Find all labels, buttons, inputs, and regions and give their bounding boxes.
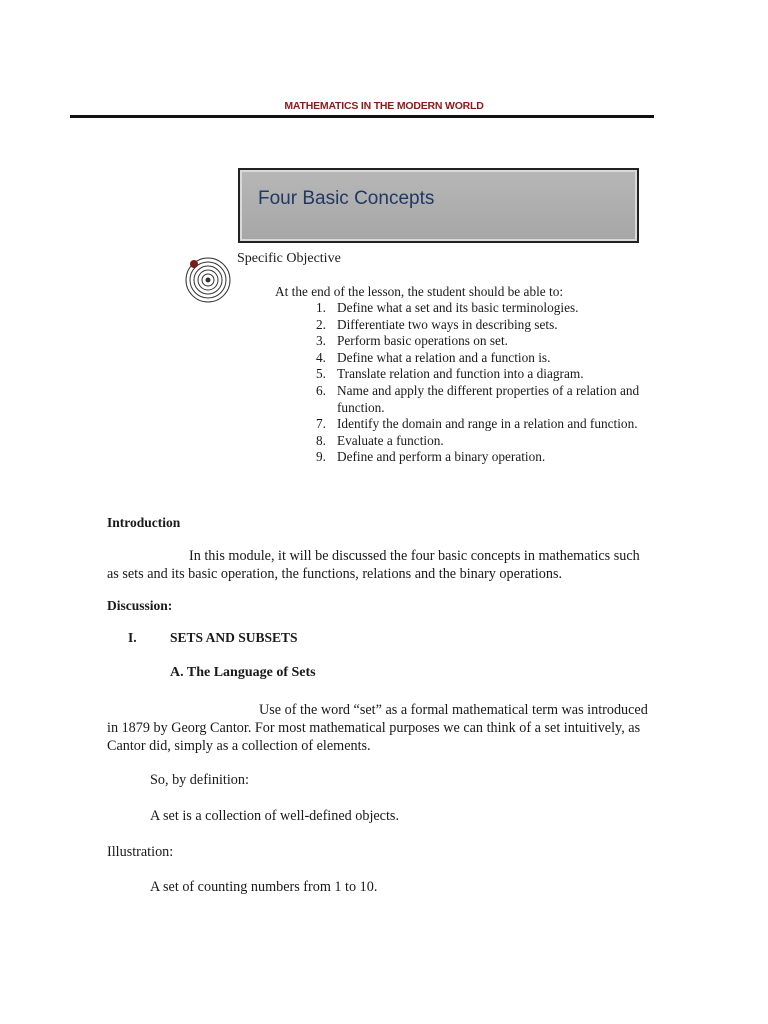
- section-title: SETS AND SUBSETS: [170, 630, 298, 645]
- list-number: 3.: [316, 333, 326, 349]
- list-item: [316, 416, 646, 433]
- introduction-paragraph: In this module, it will be discussed the four basic concepts in mathematics such as sets and its basic operation, the functions, relations and the binary operations.: [107, 548, 640, 582]
- cantor-paragraph: Use of the word “set” as a formal mathematical term was introduced in 1879 by Georg Cantor. For most mathematical purposes we can think of a set intuitively, as Cantor did, simply as a collection of elements.: [107, 702, 648, 754]
- list-text: Identify the domain and range in a relation and function.: [337, 416, 638, 432]
- list-text: Define what a relation and a function is.: [337, 349, 551, 365]
- list-number: 4.: [316, 349, 326, 365]
- list-item: [316, 333, 646, 350]
- objective-list: [316, 300, 646, 466]
- list-number: 5.: [316, 366, 326, 382]
- introduction-heading: Introduction: [107, 515, 181, 530]
- list-item: [316, 350, 646, 367]
- subsection-title: A. The Language of Sets: [170, 665, 316, 680]
- list-item: [316, 433, 646, 450]
- list-number: 1.: [316, 300, 326, 315]
- illustration-heading: Illustration:: [107, 844, 174, 860]
- list-item: [316, 383, 646, 416]
- definition-lead: So, by definition:: [150, 772, 249, 788]
- objective-intro: At the end of the lesson, the student should be able to:: [275, 284, 564, 299]
- list-number: 8.: [316, 432, 326, 448]
- list-number: 6.: [316, 382, 326, 398]
- list-number: 7.: [316, 416, 326, 432]
- title-box: [238, 168, 639, 243]
- list-number: 2.: [316, 316, 326, 332]
- list-item: [316, 449, 646, 466]
- illustration-text: A set of counting numbers from 1 to 10.: [150, 879, 378, 895]
- list-text: Define what a set and its basic terminologies.: [337, 300, 579, 315]
- objective-label: Specific Objective: [237, 251, 341, 266]
- list-item: [316, 317, 646, 334]
- list-text: Evaluate a function.: [337, 432, 444, 448]
- header-rule: [70, 115, 654, 118]
- list-text: Translate relation and function into a diagram.: [337, 366, 584, 382]
- section-number: I.: [128, 630, 137, 645]
- list-text: Differentiate two ways in describing sets.: [337, 316, 558, 332]
- lesson-title: Four Basic Concepts: [258, 188, 435, 209]
- discussion-heading: Discussion:: [107, 598, 173, 613]
- list-number: 9.: [316, 449, 326, 465]
- definition-text: A set is a collection of well-defined objects.: [150, 808, 399, 824]
- target-icon: [184, 256, 232, 304]
- list-text: Name and apply the different properties of a relation and function.: [337, 382, 640, 415]
- list-item: [316, 366, 646, 383]
- list-item: [316, 300, 646, 317]
- list-text: Perform basic operations on set.: [337, 333, 508, 349]
- running-header-title: MATHEMATICS IN THE MODERN WORLD: [284, 100, 484, 112]
- list-text: Define and perform a binary operation.: [337, 449, 546, 465]
